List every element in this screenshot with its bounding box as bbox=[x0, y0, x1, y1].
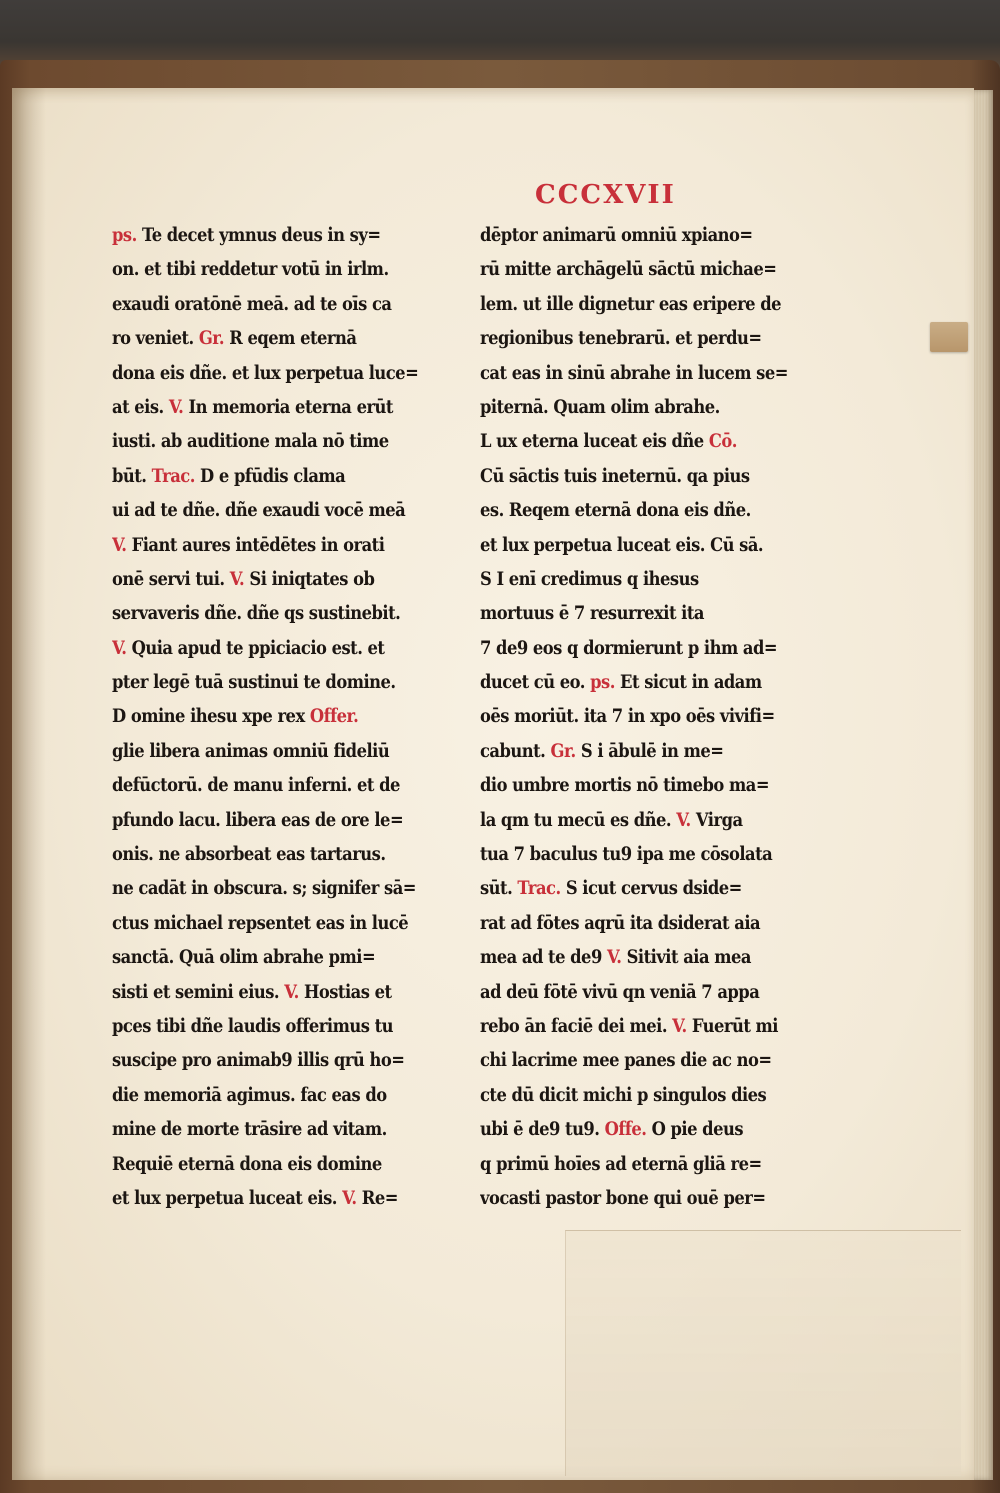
text-line: ducet cū eo. ps. Et sicut in adam bbox=[480, 671, 762, 694]
text-line: regionibus tenebrarū. et perdu= bbox=[480, 327, 762, 350]
text-line: 7 de9 eos q dormierunt p ihm ad= bbox=[480, 636, 778, 659]
text-line: rū mitte archāgelū sāctū michae= bbox=[480, 258, 777, 281]
text-line: V. Quia apud te ppiciacio est. et bbox=[112, 636, 385, 659]
text-line: cte dū dicit michi p singulos dies bbox=[480, 1083, 767, 1106]
text-line: es. Reqem eternā dona eis dñe. bbox=[480, 499, 751, 522]
text-line: būt. Trac. D e pfūdis clama bbox=[112, 464, 346, 487]
text-line: tua 7 baculus tu9 ipa me cōsolata bbox=[480, 843, 773, 866]
text-line: on. et tibi reddetur votū in irlm. bbox=[112, 258, 389, 281]
text-line: oēs moriūt. ita 7 in xpo oēs vivifi= bbox=[480, 705, 775, 728]
text-line: exaudi oratōnē meā. ad te oīs ca bbox=[112, 292, 392, 315]
text-line: ctus michael repsentet eas in lucē bbox=[112, 911, 409, 934]
text-line: dio umbre mortis nō timebo ma= bbox=[480, 774, 770, 797]
text-line: ui ad te dñe. dñe exaudi vocē meā bbox=[112, 499, 406, 522]
left-text-column bbox=[112, 218, 440, 1215]
text-line: mea ad te de9 V. Sitivit aia mea bbox=[480, 946, 751, 969]
text-line: servaveris dñe. dñe qs sustinebit. bbox=[112, 602, 401, 625]
gutter-shadow bbox=[12, 88, 46, 1480]
text-line: pfundo lacu. libera eas de ore le= bbox=[112, 808, 404, 831]
text-line: Cū sāctis tuis ineternū. qa pius bbox=[480, 464, 750, 487]
text-line: defūctorū. de manu inferni. et de bbox=[112, 774, 400, 797]
text-line: Requiē eternā dona eis domine bbox=[112, 1152, 382, 1175]
text-line: cat eas in sinū abrahe in lucem se= bbox=[480, 361, 788, 384]
text-line: q primū hoīes ad eternā gliā re= bbox=[480, 1152, 762, 1175]
text-line: ad deū fōtē vivū qn veniā 7 appa bbox=[480, 980, 760, 1003]
text-line: dona eis dñe. et lux perpetua luce= bbox=[112, 361, 419, 384]
text-line: piternā. Quam olim abrahe. bbox=[480, 395, 720, 418]
text-line: at eis. V. In memoria eterna erūt bbox=[112, 395, 393, 418]
text-line: V. Fiant aures intēdētes in orati bbox=[112, 533, 385, 556]
folio-number: CCCXVII bbox=[535, 180, 676, 210]
text-line: dēptor animarū omniū xpiano= bbox=[480, 224, 753, 246]
text-line: mine de morte trāsire ad vitam. bbox=[112, 1118, 387, 1141]
text-line: onis. ne absorbeat eas tartarus. bbox=[112, 843, 386, 866]
text-line: die memoriā agimus. fac eas do bbox=[112, 1083, 387, 1106]
text-line: mortuus ē 7 resurrexit ita bbox=[480, 602, 704, 625]
text-line: ro veniet. Gr. R eqem eternā bbox=[112, 327, 357, 350]
text-line: lem. ut ille dignetur eas eripere de bbox=[480, 292, 782, 315]
right-text-column bbox=[480, 218, 800, 1215]
text-line: sūt. Trac. S icut cervus dside= bbox=[480, 877, 742, 900]
text-line: et lux perpetua luceat eis. V. Re= bbox=[112, 1186, 398, 1209]
text-line: pter legē tuā sustinui te domine. bbox=[112, 671, 396, 694]
text-line: sanctā. Quā olim abrahe pmi= bbox=[112, 946, 376, 969]
text-line: ne cadāt in obscura. s; signifer sā= bbox=[112, 877, 416, 900]
text-line: vocasti pastor bone qui ouē per= bbox=[480, 1186, 766, 1209]
text-line: ubi ē de9 tu9. Offe. O pie deus bbox=[480, 1118, 743, 1141]
text-line: cabunt. Gr. S i ābulē in me= bbox=[480, 739, 724, 762]
text-line: ps. Te decet ymnus deus in sy= bbox=[112, 224, 381, 246]
text-line: iusti. ab auditione mala nō time bbox=[112, 430, 389, 453]
text-line: onē servi tui. V. Si iniqtates ob bbox=[112, 567, 375, 590]
text-line: sisti et semini eius. V. Hostias et bbox=[112, 980, 392, 1003]
text-line: S I enī credimus q ihesus bbox=[480, 567, 699, 590]
text-line: L ux eterna luceat eis dñe Cō. bbox=[480, 430, 737, 453]
text-line: chi lacrime mee panes die ac no= bbox=[480, 1049, 772, 1072]
paper-repair-patch bbox=[565, 1230, 961, 1476]
text-line: pces tibi dñe laudis offerimus tu bbox=[112, 1014, 393, 1037]
text-line: et lux perpetua luceat eis. Cū sā. bbox=[480, 533, 764, 556]
page-tab-marker bbox=[930, 322, 968, 352]
text-line: glie libera animas omniū fideliū bbox=[112, 739, 390, 762]
text-line: D omine ihesu xpe rex Offer. bbox=[112, 705, 359, 728]
text-line: suscipe pro animab9 illis qrū ho= bbox=[112, 1049, 405, 1072]
text-line: rebo ān faciē dei mei. V. Fuerūt mi bbox=[480, 1014, 779, 1037]
text-line: rat ad fōtes aqrū ita dsiderat aia bbox=[480, 911, 761, 934]
text-line: la qm tu mecū es dñe. V. Virga bbox=[480, 808, 743, 831]
